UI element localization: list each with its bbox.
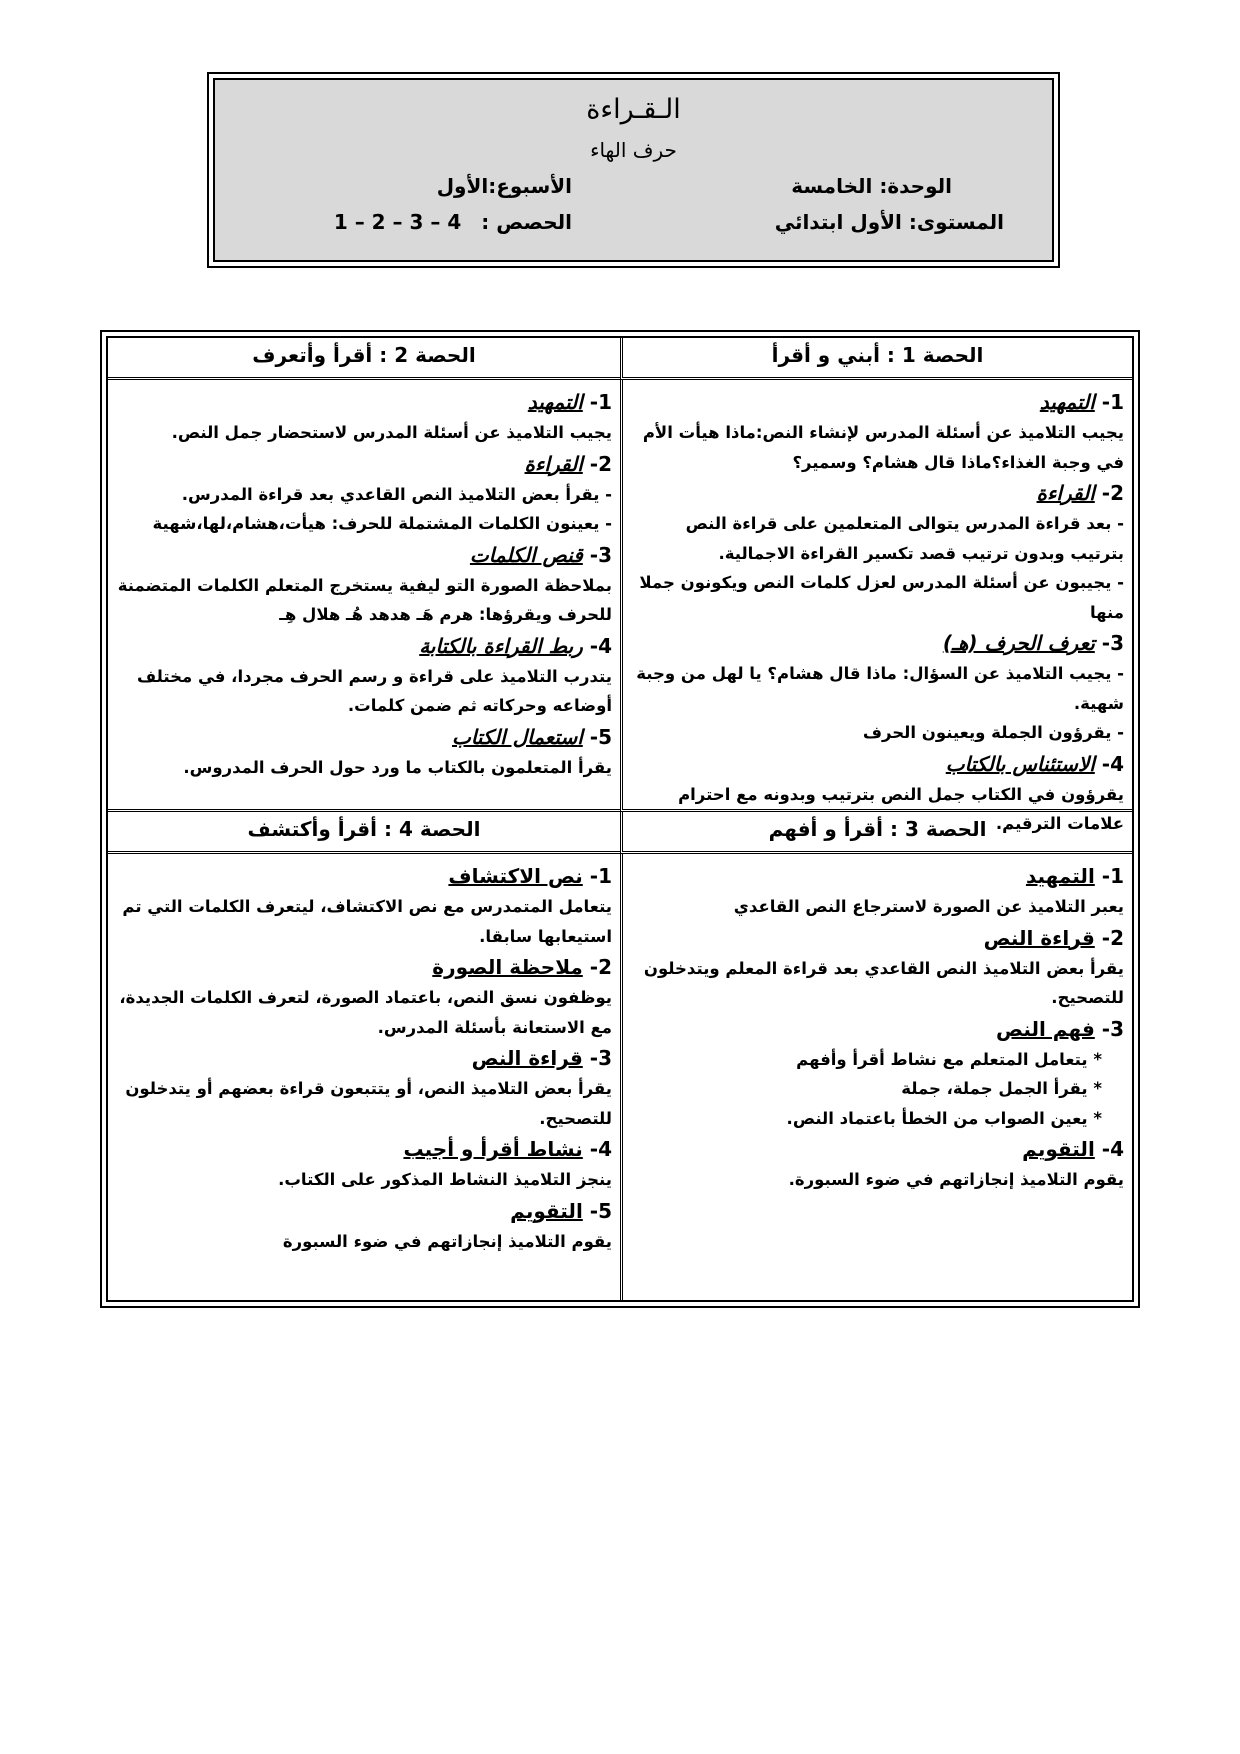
section-heading bbox=[631, 627, 1124, 659]
section-number: 2- bbox=[589, 955, 612, 979]
section-heading bbox=[631, 922, 1124, 954]
section-name: نص الاكتشاف bbox=[448, 864, 583, 888]
section-name: قراءة النص bbox=[983, 925, 1095, 950]
section-name: التقويم bbox=[510, 1198, 583, 1223]
session-4-title: الحصة 4 : أقرأ وأكتشف bbox=[108, 812, 620, 854]
section-number: 3- bbox=[589, 1046, 612, 1070]
section-name: تعرف الحرف (هـ) bbox=[942, 631, 1095, 655]
section-number: 1- bbox=[1101, 864, 1124, 888]
section-bullet: * يتعامل المتعلم مع نشاط أقرأ وأفهم bbox=[796, 1049, 1102, 1069]
section-number: 3- bbox=[589, 542, 612, 567]
section-text: - يعينون الكلمات المشتملة للحرف: هيأت،هشام،لها،شهية bbox=[152, 514, 612, 533]
section-text: يجيب التلاميذ عن أسئلة المدرس لاستحضار جمل النص. bbox=[171, 423, 612, 442]
section-number: 3- bbox=[1101, 631, 1124, 655]
section-name: التمهيد bbox=[527, 390, 583, 414]
session-3-title: الحصة 3 : أقرأ و أفهم bbox=[620, 812, 1132, 854]
section-text: بملاحظة الصورة التو ليفية يستخرج المتعلم الكلمات المتضمنة للحرف ويقرؤها: هرم هَـ هدهد هُـ هلال هِـ bbox=[117, 575, 612, 624]
header-frame bbox=[207, 72, 1060, 268]
section-name: استعمال الكتاب bbox=[451, 724, 583, 749]
section-text: يقوم التلاميذ إنجازاتهم في ضوء السبورة. bbox=[788, 1170, 1124, 1189]
section-heading bbox=[116, 860, 612, 892]
section-heading bbox=[116, 721, 612, 753]
section-name: التقويم bbox=[1022, 1137, 1095, 1161]
section-text: - يقرأ بعض التلاميذ النص القاعدي بعد قراءة المدرس. bbox=[181, 484, 612, 504]
section-number: 4- bbox=[1101, 751, 1124, 776]
section-text: - يجيب التلاميذ عن السؤال: ماذا قال هشام؟ يا لهل من وجبة شهية. bbox=[636, 664, 1124, 713]
section-number: 1- bbox=[589, 390, 612, 414]
session-2-body bbox=[108, 380, 620, 812]
section-text: يقوم التلاميذ إنجازاتهم في ضوء السبورة bbox=[282, 1231, 612, 1251]
sessions-label bbox=[334, 210, 572, 234]
lesson-table bbox=[106, 336, 1134, 1302]
section-number: 4- bbox=[589, 633, 612, 658]
section-number: 1- bbox=[589, 864, 612, 888]
section-name: ملاحظة الصورة bbox=[432, 955, 583, 979]
section-name: فهم النص bbox=[996, 1016, 1095, 1041]
section-number: 3- bbox=[1101, 1016, 1124, 1041]
section-heading bbox=[116, 630, 612, 662]
section-heading bbox=[116, 1133, 612, 1165]
section-number: 1- bbox=[1101, 390, 1124, 414]
section-text: - يجيبون عن أسئلة المدرس لعزل كلمات النص ويكونون جملا منها bbox=[639, 573, 1124, 622]
section-heading bbox=[116, 951, 612, 983]
lesson-table-frame bbox=[100, 330, 1140, 1308]
section-heading bbox=[116, 539, 612, 571]
section-heading bbox=[631, 477, 1124, 509]
week-label: الأسبوع:الأول bbox=[436, 174, 572, 198]
section-heading bbox=[116, 1042, 612, 1074]
section-text: يقرأ بعض التلاميذ النص، أو يتتبعون قراءة بعضهم أو يتدخلون للتصحيح. bbox=[125, 1079, 612, 1128]
section-bullet: * يعين الصواب من الخطأ باعتماد النص. bbox=[786, 1108, 1102, 1128]
section-heading bbox=[631, 860, 1124, 892]
session-4-body bbox=[108, 854, 620, 1300]
section-name: الاستئناس بالكتاب bbox=[945, 751, 1095, 776]
section-heading bbox=[116, 448, 612, 480]
section-name: قنص الكلمات bbox=[469, 542, 583, 567]
section-heading bbox=[631, 748, 1124, 780]
level-label: المستوى: الأول ابتدائي bbox=[774, 210, 1004, 234]
section-text: ينجز التلاميذ النشاط المذكور على الكتاب. bbox=[278, 1170, 612, 1189]
section-number: 2- bbox=[1101, 481, 1124, 505]
unit-label: الوحدة: الخامسة bbox=[791, 174, 952, 198]
section-heading bbox=[631, 386, 1124, 418]
section-text: يوظفون نسق النص، باعتماد الصورة، لتعرف الكلمات الجديدة، مع الاستعانة بأسئلة المدرس. bbox=[119, 988, 612, 1037]
section-text: يقرأ بعض التلاميذ النص القاعدي بعد قراءة المعلم ويتدخلون للتصحيح. bbox=[643, 958, 1124, 1007]
section-number: 4- bbox=[589, 1137, 612, 1161]
section-text: يجيب التلاميذ عن أسئلة المدرس لإنشاء النص:ماذا هيأت الأم في وجبة الغذاء؟ماذا قال هشام؟ وسمير؟ bbox=[642, 423, 1124, 472]
session-3-body bbox=[620, 854, 1132, 1300]
section-bullet: * يقرأ الجمل جملة، جملة bbox=[901, 1079, 1102, 1098]
section-number: 2- bbox=[589, 451, 612, 476]
page-subtitle: حرف الهاء bbox=[590, 138, 677, 162]
section-name: القراءة bbox=[1036, 481, 1095, 505]
session-1-title: الحصة 1 : أبني و أقرأ bbox=[620, 338, 1132, 380]
session-2-title: الحصة 2 : أقرأ وأتعرف bbox=[108, 338, 620, 380]
sessions-numbers: 1 – 2 – 3 – 4 bbox=[333, 210, 462, 234]
section-text: - بعد قراءة المدرس يتوالى المتعلمين على قراءة النص بترتيب وبدون ترتيب قصد تكسير القراءة الاجمالية. bbox=[685, 514, 1124, 563]
section-number: 5- bbox=[589, 724, 612, 749]
section-text: يتعامل المتمدرس مع نص الاكتشاف، ليتعرف الكلمات التي تم استيعابها سابقا. bbox=[122, 897, 612, 946]
section-heading bbox=[631, 1013, 1124, 1045]
section-text: يقرأ المتعلمون بالكتاب ما ورد حول الحرف المدروس. bbox=[183, 757, 612, 777]
section-heading bbox=[116, 1195, 612, 1227]
section-heading bbox=[116, 386, 612, 418]
section-name: التمهيد bbox=[1025, 864, 1095, 888]
page-title: الـقـراءة bbox=[586, 94, 681, 125]
header-box bbox=[213, 78, 1054, 262]
section-name: القراءة bbox=[524, 451, 583, 476]
section-text: - يقرؤون الجملة ويعينون الحرف bbox=[862, 723, 1124, 742]
section-name: قراءة النص bbox=[471, 1046, 583, 1070]
section-number: 4- bbox=[1101, 1137, 1124, 1161]
section-text: يتدرب التلاميذ على قراءة و رسم الحرف مجردا، في مختلف أوضاعه وحركاته ثم ضمن كلمات. bbox=[136, 666, 612, 715]
section-number: 2- bbox=[1101, 925, 1124, 950]
section-text: يقرؤون في الكتاب جمل النص بترتيب وبدونه مع احترام علامات الترقيم. bbox=[678, 784, 1124, 833]
section-name: التمهيد bbox=[1039, 390, 1095, 414]
section-name: نشاط أقرأ و أجيب bbox=[403, 1137, 583, 1161]
section-name: ربط القراءة بالكتابة bbox=[419, 633, 583, 658]
section-number: 5- bbox=[589, 1198, 612, 1223]
section-heading bbox=[631, 1133, 1124, 1165]
section-text: يعبر التلاميذ عن الصورة لاسترجاع النص القاعدي bbox=[733, 897, 1124, 916]
sessions-label-text: الحصص : bbox=[481, 210, 572, 234]
